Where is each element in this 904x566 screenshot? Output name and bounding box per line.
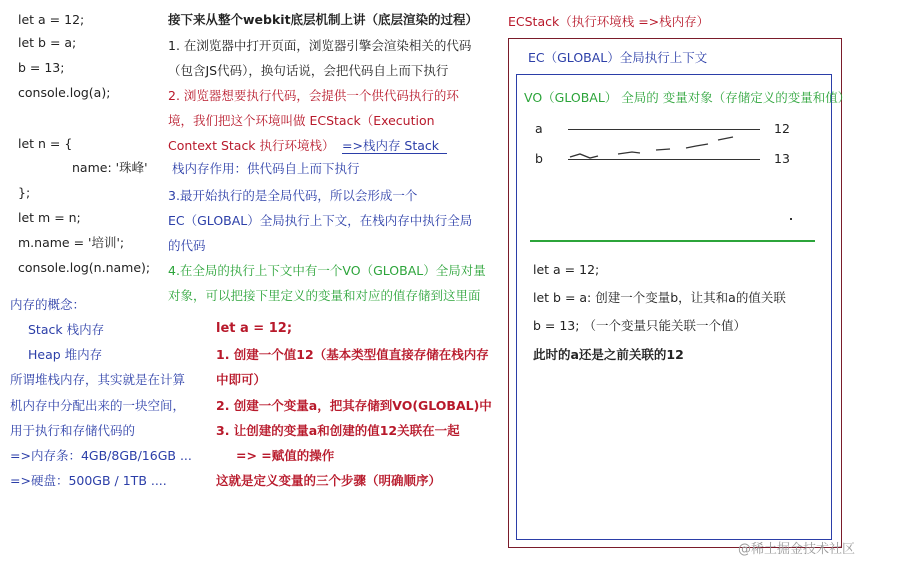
code-line: let n = { — [18, 136, 73, 151]
link-a — [568, 129, 760, 130]
step-4: 对象，可以把接下里定义的变量和对应的值存储到这里面 — [168, 288, 481, 303]
step-3: 的代码 — [168, 238, 206, 253]
code-line: console.log(a); — [18, 85, 111, 100]
step-2: Context Stack 执行环境栈） — [168, 138, 335, 153]
underline — [342, 153, 447, 154]
erased-link-scribble — [568, 132, 768, 162]
step-1: （包含JS代码），换句话说，会把代码自上而下执行 — [168, 63, 449, 78]
var-a: a — [535, 121, 543, 136]
step-2: 境，我们把这个环境叫做 ECStack（Execution — [168, 113, 435, 128]
step-2: 2. 浏览器想要执行代码，会提供一个供代码执行的环 — [168, 88, 459, 103]
define-step: 2. 创建一个变量a，把其存储到VO(GLOBAL)中 — [216, 398, 492, 413]
code-line: let a = 12; — [18, 12, 85, 27]
define-step: 3. 让创建的变量a和创建的值12关联在一起 — [216, 423, 460, 438]
memory-heading: 内存的概念： — [10, 297, 86, 312]
define-step: 中即可） — [216, 372, 267, 387]
diagram-note: let a = 12; — [533, 262, 600, 277]
watermark: @稀土掘金技术社区 — [738, 542, 856, 557]
vo-global-label: VO（GLOBAL） 全局的 变量对象（存储定义的变量和值） — [524, 90, 851, 105]
code-line: b = 13; — [18, 60, 65, 75]
define-step: 这就是定义变量的三个步骤（明确顺序） — [216, 473, 442, 488]
define-step: 1. 创建一个值12（基本类型值直接存储在栈内存 — [216, 347, 489, 362]
diagram-note: b = 13; （一个变量只能关联一个值） — [533, 318, 746, 333]
define-step: => =赋值的操作 — [236, 448, 335, 463]
step-1: 1. 在浏览器中打开页面，浏览器引擎会渲染相关的代码 — [168, 38, 472, 53]
step-4: 4.在全局的执行上下文中有一个VO（GLOBAL）全局对量 — [168, 263, 486, 278]
code-line: let m = n; — [18, 210, 81, 225]
memory-desc: =>硬盘：500GB / 1TB .... — [10, 473, 167, 488]
step-3: EC（GLOBAL）全局执行上下文，在栈内存中执行全局 — [168, 213, 473, 228]
diagram-note: let b = a: 创建一个变量b，让其和a的值关联 — [533, 290, 786, 305]
var-b: b — [535, 151, 543, 166]
step-2-suffix: =>栈内存 Stack — [342, 138, 440, 153]
memory-desc: 所谓堆栈内存，其实就是在计算 — [10, 372, 186, 387]
heap-label: Heap 堆内存 — [28, 347, 103, 362]
code-line: console.log(n.name); — [18, 260, 151, 275]
divider — [530, 240, 815, 242]
dot-mark — [790, 218, 792, 220]
code-line: name: '珠峰' — [72, 160, 148, 175]
code-line: }; — [18, 185, 31, 200]
stack-role: 栈内存作用：供代码自上而下执行 — [172, 161, 360, 176]
memory-desc: 用于执行和存储代码的 — [10, 423, 136, 438]
ecstack-label: ECStack（执行环境栈 =>栈内存） — [508, 14, 710, 29]
memory-desc: 机内存中分配出来的一块空间， — [10, 398, 186, 413]
code-line: let b = a; — [18, 35, 77, 50]
step-3: 3.最开始执行的是全局代码，所以会形成一个 — [168, 188, 418, 203]
stack-label: Stack 栈内存 — [28, 322, 105, 337]
memory-desc: =>内存条：4GB/8GB/16GB ... — [10, 448, 192, 463]
diagram-note: 此时的a还是之前关联的12 — [533, 347, 684, 362]
value-b: 13 — [774, 151, 790, 166]
define-code: let a = 12; — [216, 321, 293, 336]
code-line: m.name = '培训'; — [18, 235, 125, 250]
explanation-title: 接下来从整个webkit底层机制上讲（底层渲染的过程） — [168, 12, 479, 27]
ec-global-label: EC（GLOBAL）全局执行上下文 — [528, 50, 708, 65]
value-a: 12 — [774, 121, 790, 136]
